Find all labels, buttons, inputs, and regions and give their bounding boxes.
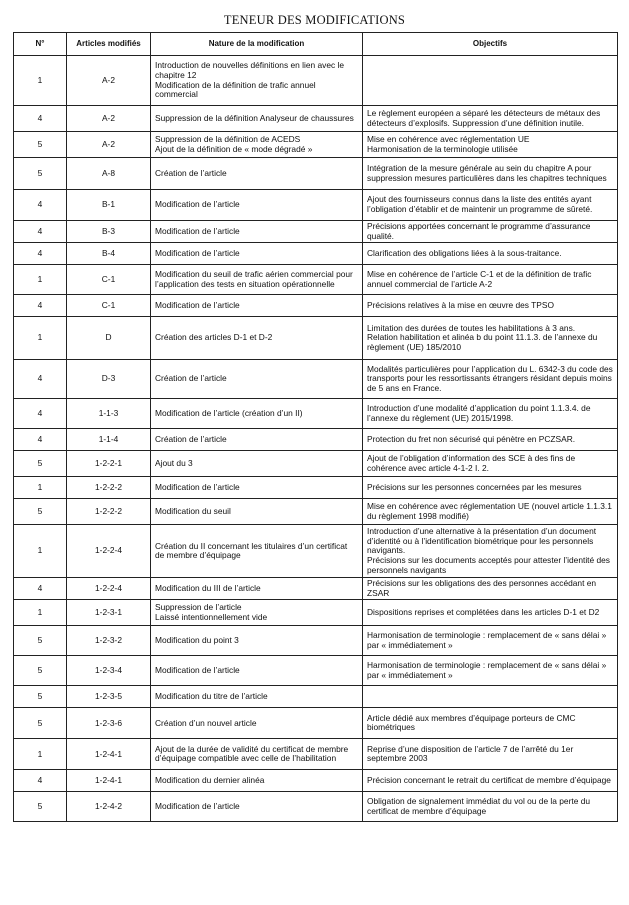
table-row bbox=[14, 739, 618, 770]
objective-line: Obligation de signalement immédiat du vol ou de la perte du certificat de membre d’équipage bbox=[367, 796, 591, 816]
cell-objective bbox=[363, 656, 618, 686]
table-row bbox=[14, 600, 618, 626]
objective-line: Harmonisation de terminologie : remplacement de « sans délai » par « immédiatement » bbox=[367, 660, 607, 680]
nature-line: Modification du point 3 bbox=[155, 635, 239, 646]
cell-number: 1 bbox=[14, 56, 67, 106]
cell-article: C-1 bbox=[67, 265, 151, 295]
objective-line: Le règlement européen a séparé les détecteurs de métaux des détecteurs d’explosifs. Suppression d’une définition inutile. bbox=[367, 107, 601, 128]
nature-line: Modification de l’article bbox=[155, 225, 240, 236]
nature-line: Ajout de la durée de validité du certificat de membre d’équipage compatible avec celle de l’habilitation bbox=[155, 743, 349, 764]
objective-line: Précisions apportées concernant le programme d’assurance qualité. bbox=[367, 221, 591, 241]
objective-line: Intégration de la mesure générale au sein du chapitre A pour suppression mesures particulières dans les chapitres techniques bbox=[367, 162, 607, 183]
objective-line: Harmonisation de terminologie : remplacement de « sans délai » par « immédiatement » bbox=[367, 630, 607, 650]
nature-line: Suppression de la définition de ACEDS bbox=[155, 133, 301, 144]
table-row bbox=[14, 656, 618, 686]
cell-nature bbox=[151, 792, 363, 822]
table-row bbox=[14, 499, 618, 525]
nature-line: Ajout de la définition de « mode dégradé » bbox=[155, 143, 313, 154]
cell-article: 1-2-4-2 bbox=[67, 792, 151, 822]
cell-objective bbox=[363, 792, 618, 822]
cell-objective bbox=[363, 399, 618, 429]
cell-number: 4 bbox=[14, 106, 67, 132]
modifications-table bbox=[13, 32, 618, 822]
cell-number: 5 bbox=[14, 708, 67, 739]
cell-nature bbox=[151, 499, 363, 525]
nature-line: Introduction de nouvelles définitions en lien avec le chapitre 12 bbox=[155, 60, 345, 80]
cell-number: 5 bbox=[14, 626, 67, 656]
table-row bbox=[14, 429, 618, 451]
cell-nature bbox=[151, 190, 363, 221]
cell-objective bbox=[363, 499, 618, 525]
cell-objective bbox=[363, 451, 618, 477]
cell-nature bbox=[151, 295, 363, 317]
cell-objective bbox=[363, 578, 618, 600]
nature-line: Modification de l’article bbox=[155, 199, 240, 210]
cell-article: 1-2-3-2 bbox=[67, 626, 151, 656]
cell-objective bbox=[363, 360, 618, 399]
table-row bbox=[14, 243, 618, 265]
cell-number: 4 bbox=[14, 243, 67, 265]
objective-line: Introduction d’une alternative à la présentation d’un document d’identité ou à l’identification biométrique pour les personnels navigants. bbox=[367, 526, 597, 556]
table-body bbox=[14, 56, 618, 822]
objective-line: Reprise d’une disposition de l’article 7 de l’arrêté du 1er septembre 2003 bbox=[367, 743, 574, 764]
cell-article: 1-2-3-4 bbox=[67, 656, 151, 686]
table-row bbox=[14, 477, 618, 499]
cell-nature bbox=[151, 739, 363, 770]
cell-article: B-1 bbox=[67, 190, 151, 221]
nature-line: Suppression de l’article bbox=[155, 602, 242, 613]
cell-article: D-3 bbox=[67, 360, 151, 399]
cell-nature bbox=[151, 477, 363, 499]
cell-objective bbox=[363, 739, 618, 770]
table-row bbox=[14, 626, 618, 656]
objective-line: Clarification des obligations liées à la sous-traitance. bbox=[367, 247, 562, 258]
table-row bbox=[14, 158, 618, 190]
nature-line: Modification du seuil bbox=[155, 505, 231, 516]
cell-number: 5 bbox=[14, 499, 67, 525]
cell-article: A-2 bbox=[67, 56, 151, 106]
cell-number: 4 bbox=[14, 399, 67, 429]
cell-number: 1 bbox=[14, 739, 67, 770]
nature-line: Modification de l’article (création d’un II) bbox=[155, 407, 303, 418]
header-articles: Articles modifiés bbox=[67, 33, 151, 56]
nature-line: Création de l’article bbox=[155, 373, 227, 384]
table-row bbox=[14, 265, 618, 295]
cell-number: 1 bbox=[14, 477, 67, 499]
cell-article: 1-2-4-1 bbox=[67, 770, 151, 792]
cell-nature bbox=[151, 708, 363, 739]
table-row bbox=[14, 295, 618, 317]
nature-line: Création de l’article bbox=[155, 433, 227, 444]
cell-objective bbox=[363, 477, 618, 499]
cell-nature bbox=[151, 525, 363, 578]
cell-number: 4 bbox=[14, 295, 67, 317]
nature-line: Suppression de la définition Analyseur de chaussures bbox=[155, 112, 354, 123]
cell-article: 1-2-2-1 bbox=[67, 451, 151, 477]
cell-objective bbox=[363, 132, 618, 158]
objective-line: Harmonisation de la terminologie utilisée bbox=[367, 143, 518, 154]
cell-article: 1-2-3-5 bbox=[67, 686, 151, 708]
cell-nature bbox=[151, 243, 363, 265]
cell-nature bbox=[151, 770, 363, 792]
objective-line: Précisions relatives à la mise en œuvre des TPSO bbox=[367, 299, 554, 310]
header-objectives: Objectifs bbox=[363, 33, 618, 56]
table-header-row bbox=[14, 33, 618, 56]
cell-article: 1-2-3-6 bbox=[67, 708, 151, 739]
cell-article: 1-2-2-4 bbox=[67, 578, 151, 600]
nature-line: Modification de l’article bbox=[155, 299, 240, 310]
cell-number: 5 bbox=[14, 656, 67, 686]
cell-article: 1-1-4 bbox=[67, 429, 151, 451]
nature-line: Modification de l’article bbox=[155, 481, 240, 492]
cell-number: 5 bbox=[14, 132, 67, 158]
page-title: TENEUR DES MODIFICATIONS bbox=[223, 13, 406, 27]
objective-line: Précisions sur les personnes concernées par les mesures bbox=[367, 481, 582, 492]
header-nature: Nature de la modification bbox=[151, 33, 363, 56]
nature-line: Création d’un nouvel article bbox=[155, 717, 257, 728]
table-row bbox=[14, 360, 618, 399]
cell-article: 1-2-3-1 bbox=[67, 600, 151, 626]
cell-objective bbox=[363, 56, 618, 106]
cell-objective bbox=[363, 317, 618, 360]
cell-objective bbox=[363, 626, 618, 656]
cell-number: 1 bbox=[14, 265, 67, 295]
objective-line: Ajout de l’obligation d’information des SCE à des fins de cohérence avec article 4-1-2 I. 2. bbox=[367, 453, 576, 473]
nature-line: Modification de la définition de trafic annuel commercial bbox=[155, 79, 316, 100]
cell-number: 4 bbox=[14, 429, 67, 451]
cell-article: B-4 bbox=[67, 243, 151, 265]
table-row bbox=[14, 578, 618, 600]
objective-line: Limitation des durées de toutes les habilitations à 3 ans. bbox=[367, 322, 576, 333]
cell-objective bbox=[363, 243, 618, 265]
cell-number: 4 bbox=[14, 578, 67, 600]
nature-line: Modification de l’article bbox=[155, 665, 240, 676]
cell-objective bbox=[363, 106, 618, 132]
table-row bbox=[14, 132, 618, 158]
table-row bbox=[14, 525, 618, 578]
cell-nature bbox=[151, 106, 363, 132]
table-row bbox=[14, 221, 618, 243]
objective-line: Précisions sur les documents acceptés pour attester l’identité des personnels navigants bbox=[367, 554, 610, 575]
cell-nature bbox=[151, 221, 363, 243]
objective-line: Mise en cohérence avec réglementation UE bbox=[367, 133, 530, 144]
table-row bbox=[14, 106, 618, 132]
cell-number: 1 bbox=[14, 525, 67, 578]
cell-number: 1 bbox=[14, 600, 67, 626]
cell-article: 1-1-3 bbox=[67, 399, 151, 429]
objective-line: Mise en cohérence avec réglementation UE (nouvel article 1.1.3.1 du règlement 1998 modifié) bbox=[367, 501, 612, 521]
cell-number: 5 bbox=[14, 451, 67, 477]
nature-line: Modification de l’article bbox=[155, 247, 240, 258]
cell-objective bbox=[363, 525, 618, 578]
cell-nature bbox=[151, 399, 363, 429]
cell-objective bbox=[363, 158, 618, 190]
table-row bbox=[14, 770, 618, 792]
cell-nature bbox=[151, 360, 363, 399]
objective-line: Ajout des fournisseurs connus dans la liste des entités ayant l’obligation d’établir et de maintenir un programme de sûreté. bbox=[367, 194, 593, 214]
cell-number: 4 bbox=[14, 360, 67, 399]
cell-article: 1-2-2-2 bbox=[67, 499, 151, 525]
cell-article: 1-2-2-4 bbox=[67, 525, 151, 578]
cell-article: A-8 bbox=[67, 158, 151, 190]
objective-line: Introduction d’une modalité d’application du point 1.1.3.4. de l’annexe du règlement (UE) 2015/1998. bbox=[367, 403, 591, 423]
cell-objective bbox=[363, 221, 618, 243]
cell-nature bbox=[151, 158, 363, 190]
cell-nature bbox=[151, 451, 363, 477]
cell-number: 5 bbox=[14, 792, 67, 822]
cell-nature bbox=[151, 600, 363, 626]
nature-line: Modification de l’article bbox=[155, 801, 240, 812]
nature-line: Modification du titre de l’article bbox=[155, 691, 268, 702]
cell-number: 4 bbox=[14, 221, 67, 243]
table-row bbox=[14, 317, 618, 360]
cell-article: A-2 bbox=[67, 106, 151, 132]
cell-nature bbox=[151, 578, 363, 600]
cell-nature bbox=[151, 686, 363, 708]
objective-line: Précisions sur les obligations des des personnes accédant en ZSAR bbox=[367, 578, 597, 598]
cell-nature bbox=[151, 656, 363, 686]
nature-line: Modification du III de l’article bbox=[155, 582, 261, 593]
table-row bbox=[14, 56, 618, 106]
objective-line: Protection du fret non sécurisé qui pénètre en PCZSAR. bbox=[367, 433, 576, 444]
objective-line: Article dédié aux membres d’équipage porteurs de CMC biométriques bbox=[367, 712, 576, 733]
nature-line: Création des articles D-1 et D-2 bbox=[155, 332, 273, 343]
cell-article: C-1 bbox=[67, 295, 151, 317]
nature-line: Modification du dernier alinéa bbox=[155, 775, 265, 786]
cell-objective bbox=[363, 600, 618, 626]
cell-article: D bbox=[67, 317, 151, 360]
cell-objective bbox=[363, 429, 618, 451]
nature-line: Ajout du 3 bbox=[155, 457, 193, 468]
table-row bbox=[14, 686, 618, 708]
cell-nature bbox=[151, 317, 363, 360]
cell-article: A-2 bbox=[67, 132, 151, 158]
table-row bbox=[14, 708, 618, 739]
objective-line: Dispositions reprises et complétées dans les articles D-1 et D2 bbox=[367, 607, 600, 618]
cell-objective bbox=[363, 708, 618, 739]
cell-number: 1 bbox=[14, 317, 67, 360]
cell-number: 5 bbox=[14, 158, 67, 190]
cell-nature bbox=[151, 132, 363, 158]
nature-line: Modification du seuil de trafic aérien commercial pour l’application des tests en situation opérationnelle bbox=[155, 269, 353, 289]
table-row bbox=[14, 792, 618, 822]
cell-nature bbox=[151, 265, 363, 295]
cell-article: 1-2-2-2 bbox=[67, 477, 151, 499]
table-row bbox=[14, 399, 618, 429]
cell-number: 4 bbox=[14, 770, 67, 792]
nature-line: Création du II concernant les titulaires d’un certificat de membre d’équipage bbox=[155, 540, 348, 561]
nature-line: Laissé intentionnellement vide bbox=[155, 611, 268, 622]
objective-line: Mise en cohérence de l’article C-1 et de la définition de trafic annuel commercial de l’article A-2 bbox=[367, 269, 592, 289]
cell-objective bbox=[363, 295, 618, 317]
cell-article: B-3 bbox=[67, 221, 151, 243]
cell-nature bbox=[151, 56, 363, 106]
table-row bbox=[14, 190, 618, 221]
nature-line: Création de l’article bbox=[155, 167, 227, 178]
objective-line: Modalités particulières pour l’application du L. 6342-3 du code des transports pour les ressortissants étrangers résidant depuis moins de 5 ans en France. bbox=[367, 363, 613, 393]
cell-objective bbox=[363, 265, 618, 295]
objective-line: Relation habilitation et alinéa b du point 11.1.3. de l’annexe du règlement (UE) 185/2010 bbox=[367, 332, 598, 352]
objective-line: Précision concernant le retrait du certificat de membre d’équipage bbox=[367, 775, 611, 786]
cell-number: 5 bbox=[14, 686, 67, 708]
table-row bbox=[14, 451, 618, 477]
cell-objective bbox=[363, 686, 618, 708]
cell-nature bbox=[151, 429, 363, 451]
header-number: N° bbox=[14, 33, 67, 56]
cell-number: 4 bbox=[14, 190, 67, 221]
cell-article: 1-2-4-1 bbox=[67, 739, 151, 770]
cell-nature bbox=[151, 626, 363, 656]
cell-objective bbox=[363, 770, 618, 792]
cell-objective bbox=[363, 190, 618, 221]
